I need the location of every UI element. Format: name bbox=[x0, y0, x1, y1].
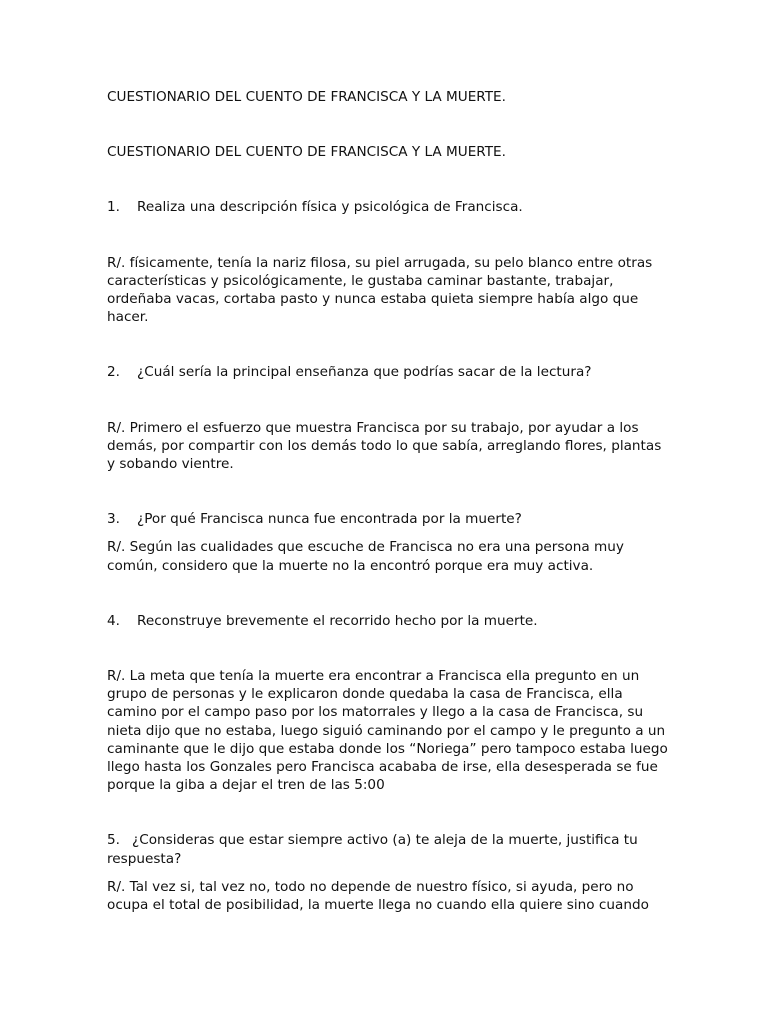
question-1 bbox=[107, 198, 672, 216]
answer-3: R/. Según las cualidades que escuche de Francisca no era una persona muy común, considero que la muerte no la encontró porque era muy activa. bbox=[107, 539, 624, 574]
question-number: 4. bbox=[107, 612, 120, 629]
document-page bbox=[107, 88, 672, 914]
question-number: 5. bbox=[107, 832, 120, 849]
answer-1: R/. físicamente, tenía la nariz filosa, su piel arrugada, su pelo blanco entre otras características y psicológicamente, le gustaba caminar bastante, trabajar, ordeñaba vacas, cortaba pasto y nunca estaba quieta siempre había algo que hacer. bbox=[107, 254, 653, 326]
question-number: 2. bbox=[107, 364, 120, 381]
answer-2: R/. Primero el esfuerzo que muestra Francisca por su trabajo, por ayudar a los demás, por compartir con los demás todo lo que sabía, arreglando flores, plantas y sobando vientre. bbox=[107, 419, 662, 473]
question-number: 1. bbox=[107, 199, 120, 216]
question-text: Realiza una descripción física y psicológica de Francisca. bbox=[137, 199, 523, 216]
document-title: CUESTIONARIO DEL CUENTO DE FRANCISCA Y LA MUERTE. bbox=[107, 89, 506, 105]
question-5 bbox=[107, 831, 672, 867]
document-title-repeat: CUESTIONARIO DEL CUENTO DE FRANCISCA Y LA MUERTE. bbox=[107, 144, 506, 161]
question-3 bbox=[107, 510, 672, 528]
question-2 bbox=[107, 363, 672, 381]
question-text: Reconstruye brevemente el recorrido hecho por la muerte. bbox=[137, 612, 538, 629]
question-text: ¿Cuál sería la principal enseñanza que podrías sacar de la lectura? bbox=[137, 364, 592, 381]
answer-4: R/. La meta que tenía la muerte era encontrar a Francisca ella pregunto en un grupo de personas y le explicaron donde quedaba la casa de Francisca, ella camino por el campo paso por los matorrales y llego a la casa de Francisca, su nieta dijo que no estaba, luego siguió caminando por el campo y le pregunto a un caminante que le dijo que estaba donde los “Noriega” pero tampoco estaba luego llego hasta los Gonzales pero Francisca acababa de irse, ella desesperada se fue porque la giba a dejar el tren de las 5:00 bbox=[107, 668, 668, 794]
question-text: ¿Por qué Francisca nunca fue encontrada por la muerte? bbox=[137, 511, 522, 528]
question-text: ¿Consideras que estar siempre activo (a) te aleja de la muerte, justifica tu respuesta? bbox=[107, 832, 638, 867]
question-4 bbox=[107, 612, 672, 630]
question-number: 3. bbox=[107, 511, 120, 528]
answer-5: R/. Tal vez si, tal vez no, todo no depende de nuestro físico, si ayuda, pero no ocupa el total de posibilidad, la muerte llega no cuando ella quiere sino cuando bbox=[107, 878, 649, 914]
